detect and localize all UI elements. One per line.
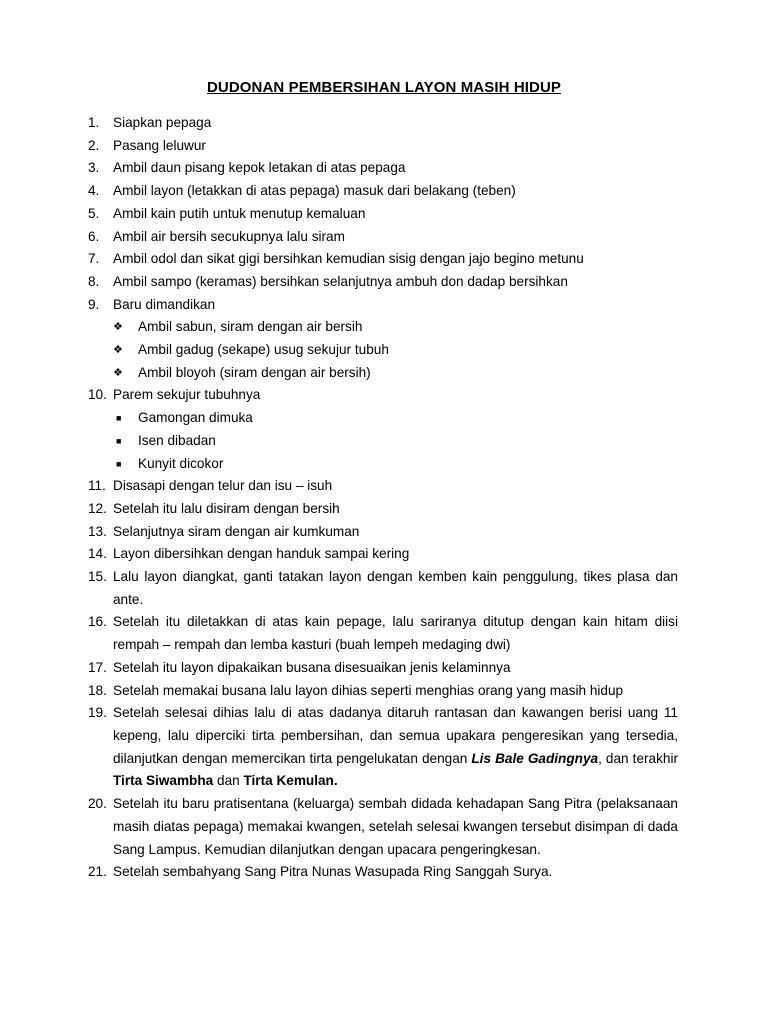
item-text: Setelah sembahyang Sang Pitra Nunas Wasupada Ring Sanggah Surya. (113, 864, 553, 880)
sub-list-item (88, 453, 678, 476)
item-text: Ambil daun pisang kepok letakan di atas pepaga (113, 160, 406, 176)
item-text: Ambil sampo (keramas) bersihkan selanjutnya ambuh don dadap bersihkan (113, 273, 568, 289)
item-number: 16. (88, 614, 107, 630)
list-item (88, 135, 678, 158)
item-text: Ambil odol dan sikat gigi bersihkan kemudian sisig dengan jajo begino metunu (113, 251, 584, 267)
item-text: Selanjutnya siram dengan air kumkuman (113, 523, 360, 539)
list-item (88, 521, 678, 544)
item-number: 20. (88, 796, 107, 812)
sub-item-text: Ambil sabun, siram dengan air bersih (138, 319, 363, 335)
item-text: Setelah itu layon dipakaikan busana disesuaikan jenis kelaminnya (113, 659, 511, 675)
item-number: 10. (88, 387, 107, 403)
list-item (88, 543, 678, 566)
text-segment: Setelah selesai dihias lalu di atas dadanya ditaruh rantasan dan kawangen berisi uang 11 kepeng, lalu diperciki tirta pembersihan, dan semua upakara pengeresikan yang tersedia, dilanjutkan dengan memercikan tirta pengelukatan dengan (113, 705, 678, 766)
item-text: Parem sekujur tubuhnya (113, 387, 261, 403)
item-number: 11. (88, 478, 106, 494)
square-bullet-icon: ■ (116, 458, 122, 469)
list-item (88, 566, 678, 611)
document-title: DUDONAN PEMBERSIHAN LAYON MASIH HIDUP (206, 79, 561, 96)
sub-item-text: Kunyit dicokor (138, 455, 224, 471)
item-text: Setelah itu lalu disiram dengan bersih (113, 500, 340, 516)
sub-list-item (88, 316, 678, 339)
diamond-bullet-icon: ❖ (113, 321, 123, 334)
item-number: 18. (88, 682, 107, 698)
item-text: Ambil air bersih secukupnya lalu siram (113, 228, 345, 244)
item-number: 9. (88, 296, 100, 312)
diamond-bullet-icon: ❖ (113, 366, 123, 379)
list-item (88, 657, 678, 680)
item-number: 14. (88, 546, 107, 562)
sub-item-text: Ambil gadug (sekape) usug sekujur tubuh (138, 342, 389, 358)
text-segment: , dan terakhir (598, 750, 678, 766)
sub-item-text: Ambil bloyoh (siram dengan air bersih) (138, 364, 371, 380)
text-segment: dan (213, 773, 244, 789)
text-segment-bold-italic: Lis Bale Gadingnya (471, 750, 599, 766)
sub-list-item (88, 362, 678, 385)
item-number: 3. (88, 160, 100, 176)
item-number: 19. (88, 705, 107, 721)
item-text: Pasang leluwur (113, 137, 206, 153)
list-item (88, 793, 678, 861)
item-number: 13. (88, 523, 107, 539)
list-item (88, 611, 678, 656)
item-text: Setelah itu diletakkan di atas kain pepage, lalu sariranya ditutup dengan kain hitam diisi rempah – rempah dan lemba kasturi (buah lempeh medaging dwi) (113, 614, 678, 653)
list-item (88, 203, 678, 226)
sub-list-item (88, 430, 678, 453)
item-number: 4. (88, 183, 100, 199)
item-text: Lalu layon diangkat, ganti tatakan layon dengan kemben kain penggulung, tikes plasa dan ante. (113, 569, 678, 607)
item-text: Ambil layon (letakkan di atas pepaga) masuk dari belakang (teben) (113, 183, 516, 199)
item-number: 5. (88, 205, 100, 221)
diamond-bullet-icon: ❖ (113, 344, 123, 357)
item-text: Ambil kain putih untuk menutup kemaluan (113, 205, 366, 221)
item-text: Setelah memakai busana lalu layon dihias seperti menghias orang yang masih hidup (113, 682, 624, 698)
item-number: 15. (88, 569, 107, 585)
sub-item-text: Isen dibadan (138, 432, 216, 448)
text-segment-bold: Tirta Kemulan. (243, 773, 338, 789)
list-item (88, 248, 678, 271)
sub-list-item (88, 339, 678, 362)
item-text: Layon dibersihkan dengan handuk sampai kering (113, 546, 410, 562)
sub-list-item (88, 407, 678, 430)
procedure-list (88, 112, 678, 884)
list-item (88, 384, 678, 407)
item-text: Baru dimandikan (113, 296, 216, 312)
item-number: 8. (88, 273, 100, 289)
list-item (88, 702, 678, 793)
list-item (88, 112, 678, 135)
list-item (88, 498, 678, 521)
list-item (88, 475, 678, 498)
text-segment-bold: Tirta Siwambha (113, 773, 214, 789)
item-number: 6. (88, 228, 100, 244)
item-text: Disasapi dengan telur dan isu – isuh (113, 478, 333, 494)
list-item (88, 271, 678, 294)
item-number: 7. (88, 251, 100, 267)
list-item (88, 861, 678, 884)
list-item (88, 680, 678, 703)
item-number: 21. (88, 864, 107, 880)
list-item (88, 226, 678, 249)
list-item (88, 294, 678, 317)
item-number: 2. (88, 137, 100, 153)
square-bullet-icon: ■ (116, 435, 122, 446)
list-item (88, 180, 678, 203)
square-bullet-icon: ■ (116, 413, 122, 424)
item-number: 17. (88, 659, 107, 675)
sub-item-text: Gamongan dimuka (138, 410, 253, 426)
item-text (113, 702, 678, 793)
item-number: 1. (88, 115, 100, 130)
item-text: Setelah itu baru pratisentana (keluarga) sembah didada kehadapan Sang Pitra (pelaksanaan masih diatas pepaga) memakai kwangen, setelah selesai kwangen tersebut disimpan di dada Sang Lampus. Kemudian dilanjutkan dengan upacara pengeringkesan. (113, 796, 678, 857)
item-text: Siapkan pepaga (113, 115, 212, 130)
list-item (88, 157, 678, 180)
item-number: 12. (88, 500, 107, 516)
